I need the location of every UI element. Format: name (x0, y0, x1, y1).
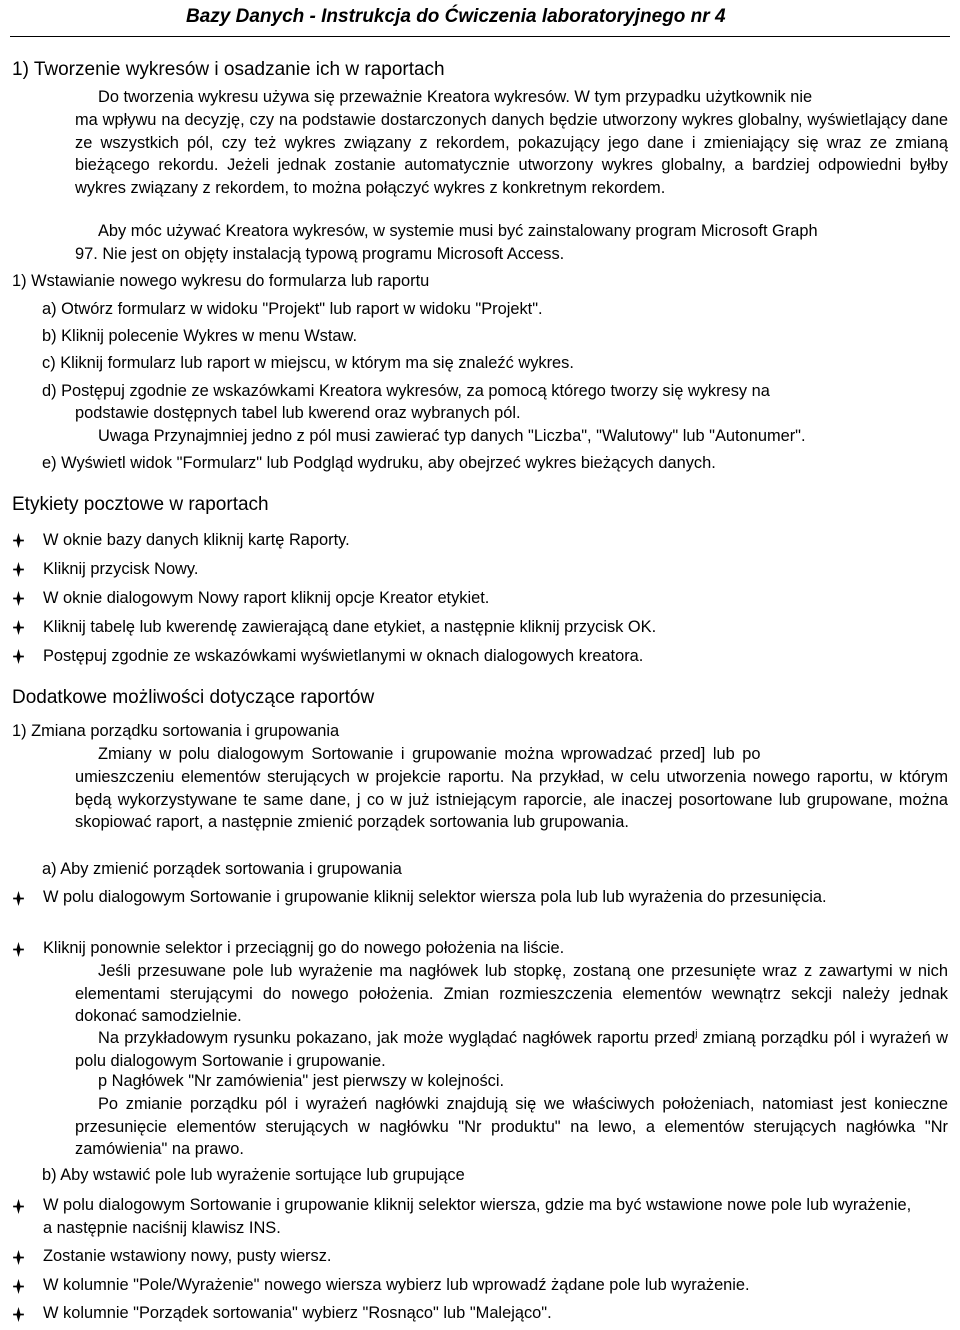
bullet-icon (13, 1250, 24, 1265)
bullet-icon (13, 591, 24, 606)
document-header-title: Bazy Danych - Instrukcja do Ćwiczenia laboratoryjnego nr 4 (186, 6, 726, 27)
step-a-open-form: a) Otwórz formularz w widoku "Projekt" lub raport w widoku "Projekt". (42, 300, 543, 318)
paragraph-sort-body: umieszczeniu elementów sterujących w projekcie raportu. Na przykład, w celu utworzenia nowego raportu, w którym będą wykorzystywane te same dane, j co w już istniejącym raporcie, ale inaczej posortowane lub grupowane, można skopiować raport, a następnie zmienić porządek sortowania lub grupowania. (75, 768, 948, 832)
bullet-icon (13, 649, 24, 664)
list-item-labels-4: Kliknij tabelę lub kwerendę zawierającą dane etykiet, a następnie kliknij przycisk OK. (43, 618, 657, 636)
header-divider (10, 36, 950, 37)
bullet-icon (13, 891, 24, 906)
step-b-insert-sort-field: b) Aby wstawić pole lub wyrażenie sortujące lub grupujące (42, 1166, 465, 1184)
section-heading-mailing-labels: Etykiety pocztowe w raportach (12, 494, 269, 515)
step-d-continuation: podstawie dostępnych tabel lub kwerend oraz wybranych pól. (75, 404, 521, 422)
list-item-sort-order: W kolumnie "Porządek sortowania" wybierz "Rosnąco" lub "Malejąco". (43, 1304, 552, 1322)
bullet-icon (13, 620, 24, 635)
paragraph-graph-body: 97. Nie jest on objęty instalacją typową programu Microsoft Access. (75, 245, 565, 263)
paragraph-after-reorder: Po zmianie porządku pól i wyrażeń nagłówki znajdują się we właściwych położeniach, natomiast jest konieczne przesunięcie elementów sterujących w nagłówku "Nr produktu" na lewo, a elementów sterujących nagłówka "Nr zamówienia" na prawo. (75, 1095, 948, 1159)
list-item-new-row: Zostanie wstawiony nowy, pusty wiersz. (43, 1247, 332, 1265)
list-item-labels-3: W oknie dialogowym Nowy raport kliknij opcje Kreator etykiet. (43, 589, 490, 607)
list-item-drag-selector: Kliknij ponownie selektor i przeciągnij go do nowego położenia na liście. (43, 939, 565, 957)
bullet-icon (13, 562, 24, 577)
paragraph-intro-body: ma wpływu na decyzję, czy na podstawie dostarczonych danych będzie utworzony wykres globalny, wyświetlający dane ze wszystkich pól, czy też wykres związany z rekordem, pokazujący jego dane i zmieniający się wraz ze zmianą bieżącego rekordu. Jeżeli jednak zostanie automatycznie utworzony wykres globalny, a bardziej odpowiedni byłby wykres związany z rekordem, to można połączyć wykres z konkretnym rekordem. (75, 111, 948, 197)
bullet-icon (13, 533, 24, 548)
list-item-insert-row: W polu dialogowym Sortowanie i grupowanie kliknij selektor wiersza, gdzie ma być wstawione nowe pole lub wyrażenie, a następnie naciśnij klawisz INS. (43, 1196, 912, 1237)
list-item-labels-5: Postępuj zgodnie ze wskazówkami wyświetlanymi w oknach dialogowych kreatora. (43, 647, 644, 665)
paragraph-sort-first-line: Zmiany w polu dialogowym Sortowanie i grupowanie można wprowadzać przed] lub po (98, 745, 761, 763)
paragraph-moving-fields: Jeśli przesuwane pole lub wyrażenie ma nagłówek lub stopkę, zostaną one przesunięte wraz z zawartymi w nich elementami sterującymi do nowego położenia. Zmian rozmieszczenia elementów wewnątrz sekcji należy jednak dokonać samodzielnie. (75, 962, 948, 1026)
bullet-icon (13, 1307, 24, 1322)
example-figure-text-end: zmianą porządku pól i wyrażeń w polu dialogowym Sortowanie i grupowanie. (75, 1029, 948, 1070)
section-heading-charts: 1) Tworzenie wykresów i osadzanie ich w raportach (12, 59, 445, 80)
section-heading-report-options: Dodatkowe możliwości dotyczące raportów (12, 687, 375, 708)
step-d-follow-wizard: d) Postępuj zgodnie ze wskazówkami Kreatora wykresów, za pomocą którego tworzy się wykresy na (42, 382, 770, 400)
step-e-view-chart: e) Wyświetl widok "Formularz" lub Podgląd wydruku, aby obejrzeć wykres bieżących danych. (42, 454, 716, 472)
step-c-click-form: c) Kliknij formularz lub raport w miejscu, w którym ma się znaleźć wykres. (42, 354, 574, 372)
subheading-sort-group: 1) Zmiana porządku sortowania i grupowania (12, 722, 340, 740)
paragraph-example-figure (75, 1027, 948, 1072)
list-item-field-expression: W kolumnie "Pole/Wyrażenie" nowego wiersza wybierz lub wprowadź żądane pole lub wyrażenie. (43, 1276, 750, 1294)
bullet-icon (13, 1199, 24, 1214)
step-b-insert-chart: b) Kliknij polecenie Wykres w menu Wstaw. (42, 327, 358, 345)
bullet-icon (13, 1279, 24, 1294)
list-item-select-row: W polu dialogowym Sortowanie i grupowanie kliknij selektor wiersza pola lub lub wyrażenia do przesunięcia. (43, 888, 827, 906)
paragraph-intro-first-line: Do tworzenia wykresu używa się przeważnie Kreatora wykresów. W tym przypadku użytkownik nie (98, 88, 813, 106)
note-required-field: Uwaga Przynajmniej jedno z pól musi zawierać typ danych "Liczba", "Walutowy" lub "Autonumer". (98, 427, 806, 445)
list-item-labels-2: Kliknij przycisk Nowy. (43, 560, 199, 578)
paragraph-graph-first-line: Aby móc używać Kreatora wykresów, w systemie musi być zainstalowany program Microsoft Graph (98, 222, 818, 240)
paragraph-header-first: p Nagłówek "Nr zamówienia" jest pierwszy w kolejności. (98, 1072, 505, 1090)
example-figure-text-start: Na przykładowym rysunku pokazano, jak może wyglądać nagłówek raportu przed (98, 1029, 696, 1047)
footnote-mark: j (695, 1028, 698, 1040)
subheading-insert-chart: 1) Wstawianie nowego wykresu do formularza lub raportu (12, 272, 430, 290)
bullet-icon (13, 942, 24, 957)
list-item-labels-1: W oknie bazy danych kliknij kartę Raporty. (43, 531, 350, 549)
step-a-change-order: a) Aby zmienić porządek sortowania i grupowania (42, 860, 402, 878)
